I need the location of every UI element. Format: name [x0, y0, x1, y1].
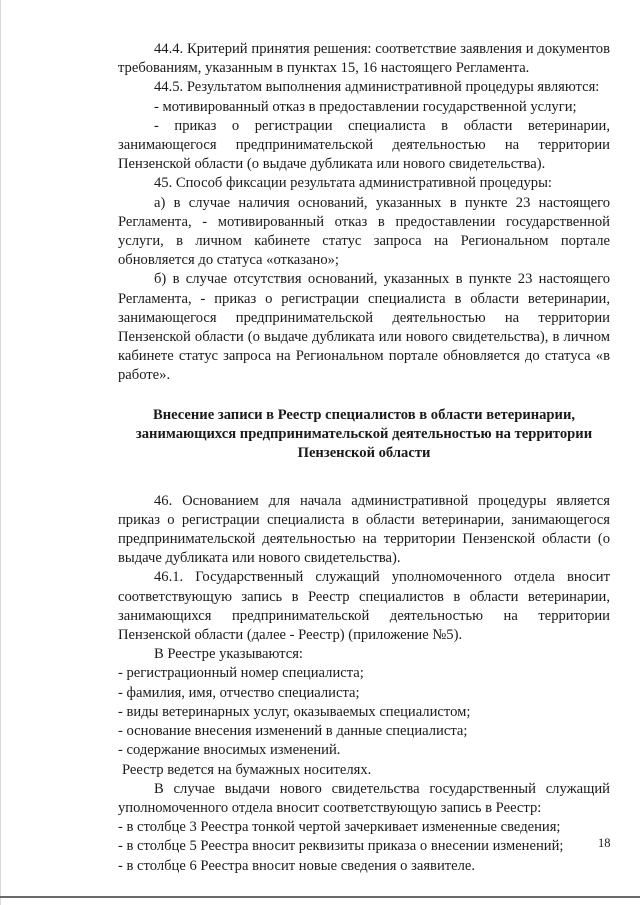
new-certificate-paragraph: В случае выдачи нового свидетельства государственный служащий уполномоченного отдела вносит соответствующую запись в Реестр:	[118, 780, 610, 816]
list-item-refusal: - мотивированный отказ в предоставлении государственной услуги;	[154, 98, 577, 115]
page-number: 18	[598, 836, 611, 850]
paragraph-45-b: б) в случае отсутствия оснований, указанных в пункте 23 настоящего Регламента, - приказ о регистрации специалиста в области ветеринарии, занимающегося предпринимательской деятельностью на территории Пензенской области (о выдаче дубликата или нового свидетельства), в личном кабинете статус запроса на Региональном портале обновляется до статуса «в работе».	[118, 271, 610, 384]
column-6-instruction: - в столбце 6 Реестра вносит новые сведения о заявителе.	[118, 857, 476, 874]
registry-item-services: - виды ветеринарных услуг, оказываемых специалистом;	[118, 703, 471, 720]
registry-item-number: - регистрационный номер специалиста;	[118, 665, 364, 682]
registry-item-name: - фамилия, имя, отчество специалиста;	[118, 684, 360, 701]
section-heading: Внесение записи в Реестр специалистов в области ветеринарии, занимающихся предпринимательской деятельностью на территории Пензенской области	[135, 406, 593, 461]
registry-item-changes: - содержание вносимых изменений.	[118, 742, 341, 759]
page-content	[118, 40, 610, 876]
registry-item-basis: - основание внесения изменений в данные специалиста;	[118, 723, 468, 740]
column-3-instruction: - в столбце 3 Реестра тонкой чертой зачеркивает измененные сведения;	[118, 819, 561, 836]
paragraph-45: 45. Способ фиксации результата административной процедуры:	[154, 175, 552, 192]
spacer	[118, 463, 610, 492]
scan-left-edge	[0, 0, 1, 905]
paragraph-46: 46. Основанием для начала административной процедуры является приказ о регистрации специалиста в области ветеринарии, занимающегося предпринимательской деятельностью на территории Пензенской области (о выдаче дубликата или нового свидетельства).	[118, 492, 610, 567]
list-item-order: - приказ о регистрации специалиста в области ветеринарии, занимающегося предпринимательской деятельностью на территории Пензенской области (о выдаче дубликата или нового свидетельства).	[118, 117, 610, 173]
registry-paper-note: Реестр ведется на бумажных носителях.	[122, 761, 372, 778]
paragraph-45-a: а) в случае наличия оснований, указанных в пункте 23 настоящего Регламента, - мотивированный отказ в предоставлении государственной услуги, в личном кабинете статус запроса на Региональном портале обновляется до статуса «отказано»;	[118, 194, 610, 269]
paragraph-44-5: 44.5. Результатом выполнения административной процедуры являются:	[154, 79, 600, 96]
registry-intro: В Реестре указываются:	[154, 646, 303, 663]
paragraph-46-1: 46.1. Государственный служащий уполномоченного отдела вносит соответствующую запись в Реестр специалистов в области ветеринарии, занимающихся предпринимательской деятельностью на территории Пензенской области (далее - Реестр) (приложение №5).	[118, 569, 610, 644]
column-5-instruction: - в столбце 5 Реестра вносит реквизиты приказа о внесении изменений;	[118, 838, 564, 855]
paragraph-44-4: 44.4. Критерий принятия решения: соответствие заявления и документов требованиям, указанным в пунктах 15, 16 настоящего Регламента.	[118, 41, 610, 77]
scan-bottom-edge	[0, 896, 640, 898]
